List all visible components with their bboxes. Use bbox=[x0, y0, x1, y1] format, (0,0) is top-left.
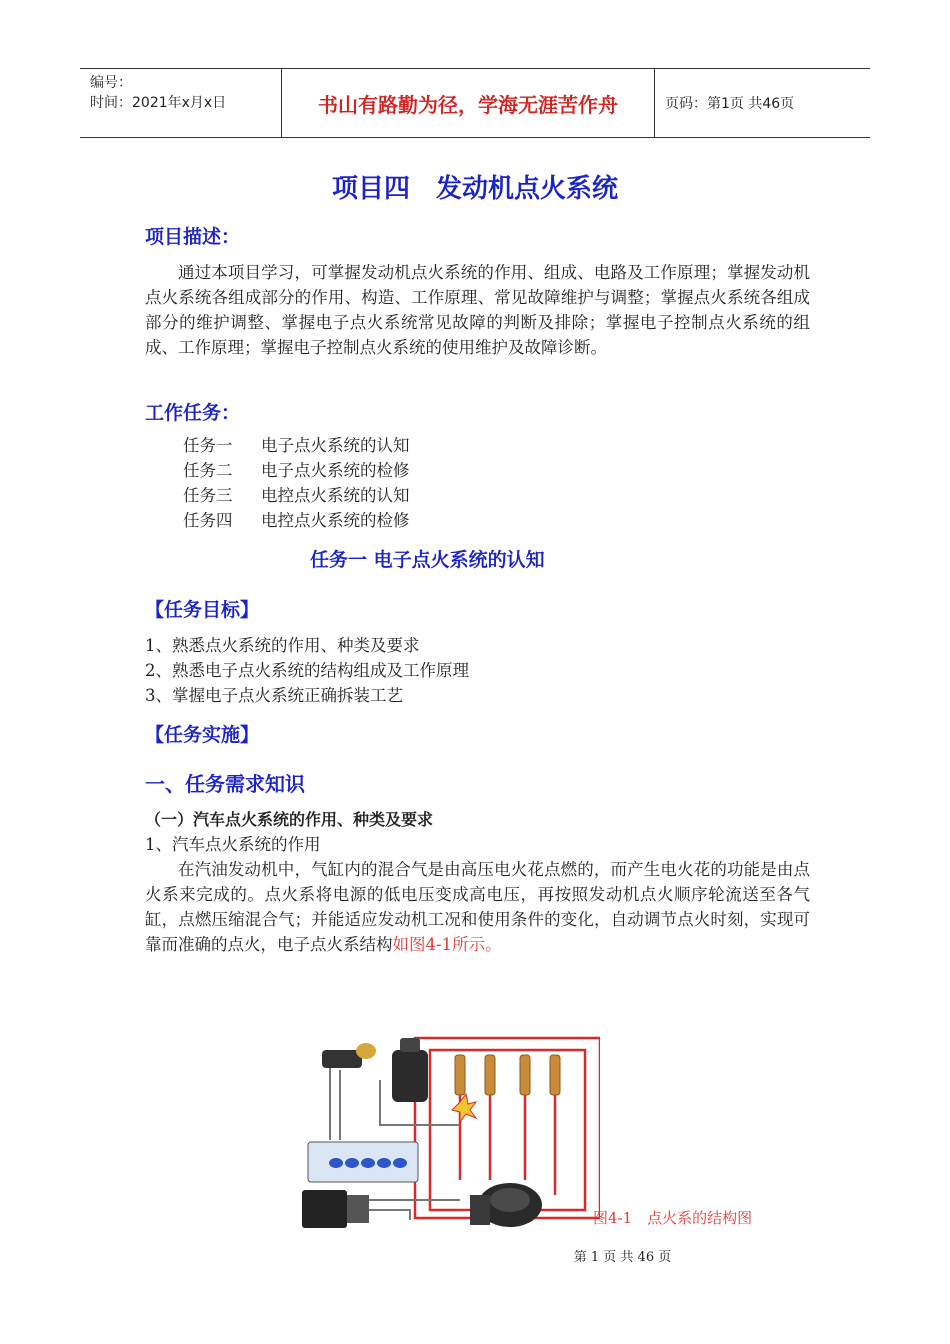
date-label: 时间：2021年x月x日 bbox=[90, 95, 227, 111]
task1-title: 任务一 电子点火系统的认知 bbox=[310, 549, 545, 571]
description-text: 通过本项目学习，可掌握发动机点火系统的作用、组成、电路及工作原理；掌握发动机点火系统各组成部分的作用、构造、工作原理、常见故障维护与调整；掌握点火系统各组成部分的维护调整、掌握电子点火系统常见故障的判断及排除；掌握电子控制点火系统的组成、工作原理；掌握电子控制点火系统的使用维护及故障诊断。 bbox=[145, 263, 810, 357]
header-meta bbox=[80, 69, 282, 137]
knowledge-heading: 一、任务需求知识 bbox=[145, 772, 305, 796]
figure-link[interactable]: 如图4-1所示。 bbox=[392, 935, 502, 954]
page-title: 项目四 发动机点火系统 bbox=[331, 174, 618, 204]
description-heading: 项目描述： bbox=[145, 226, 241, 248]
figure-caption: 图4-1 点火系的结构图 bbox=[593, 1209, 753, 1227]
tasks-heading: 工作任务： bbox=[145, 402, 241, 424]
section1-sub: 1、汽车点火系统的作用 bbox=[145, 835, 321, 854]
header-motto: 书山有路勤为径，学海无涯苦作舟 bbox=[282, 69, 655, 137]
task-item: 任务一 电子点火系统的认知 bbox=[183, 436, 410, 455]
number-label: 编号： bbox=[90, 75, 132, 91]
control-module-icon bbox=[302, 1190, 369, 1228]
spark-icon bbox=[452, 1094, 476, 1122]
objective-item: 2、熟悉电子点火系统的结构组成及工作原理 bbox=[145, 661, 469, 680]
task-item: 任务三 电控点火系统的认知 bbox=[183, 486, 410, 505]
ignition-system-figure bbox=[300, 1030, 600, 1230]
page-header bbox=[80, 68, 870, 138]
task-item: 任务四 电控点火系统的检修 bbox=[183, 511, 410, 530]
task-item: 任务二 电子点火系统的检修 bbox=[183, 461, 410, 480]
objective-item: 1、熟悉点火系统的作用、种类及要求 bbox=[145, 636, 420, 655]
battery-icon bbox=[308, 1142, 418, 1182]
ignition-coil-icon bbox=[392, 1038, 428, 1102]
spark-plug-icon bbox=[455, 1055, 560, 1095]
section1-text: 在汽油发动机中，气缸内的混合气是由高压电火花点燃的，而产生电火花的功能是由点火系来完成的。点火系将电源的低电压变成高电压，再按照发动机点火顺序轮流送至各气缸，点燃压缩混合气；并能适应发动机工况和使用条件的变化，自动调节点火时刻，实现可靠而准确的点火，电子点火系结构如图4-1所示。 bbox=[145, 860, 810, 954]
implementation-heading: 【任务实施】 bbox=[145, 724, 260, 746]
distributor-icon bbox=[470, 1183, 542, 1227]
objective-item: 3、掌握电子点火系统正确拆装工艺 bbox=[145, 686, 403, 705]
objective-list bbox=[145, 633, 469, 708]
task-list bbox=[183, 433, 410, 533]
section1-heading: （一）汽车点火系统的作用、种类及要求 bbox=[145, 810, 434, 829]
page-footer: 第 1 页 共 46 页 bbox=[573, 1250, 672, 1265]
objectives-heading: 【任务目标】 bbox=[145, 599, 260, 621]
header-page-info: 页码：第1页 共46页 bbox=[665, 96, 795, 112]
sensor-icon bbox=[322, 1043, 376, 1068]
